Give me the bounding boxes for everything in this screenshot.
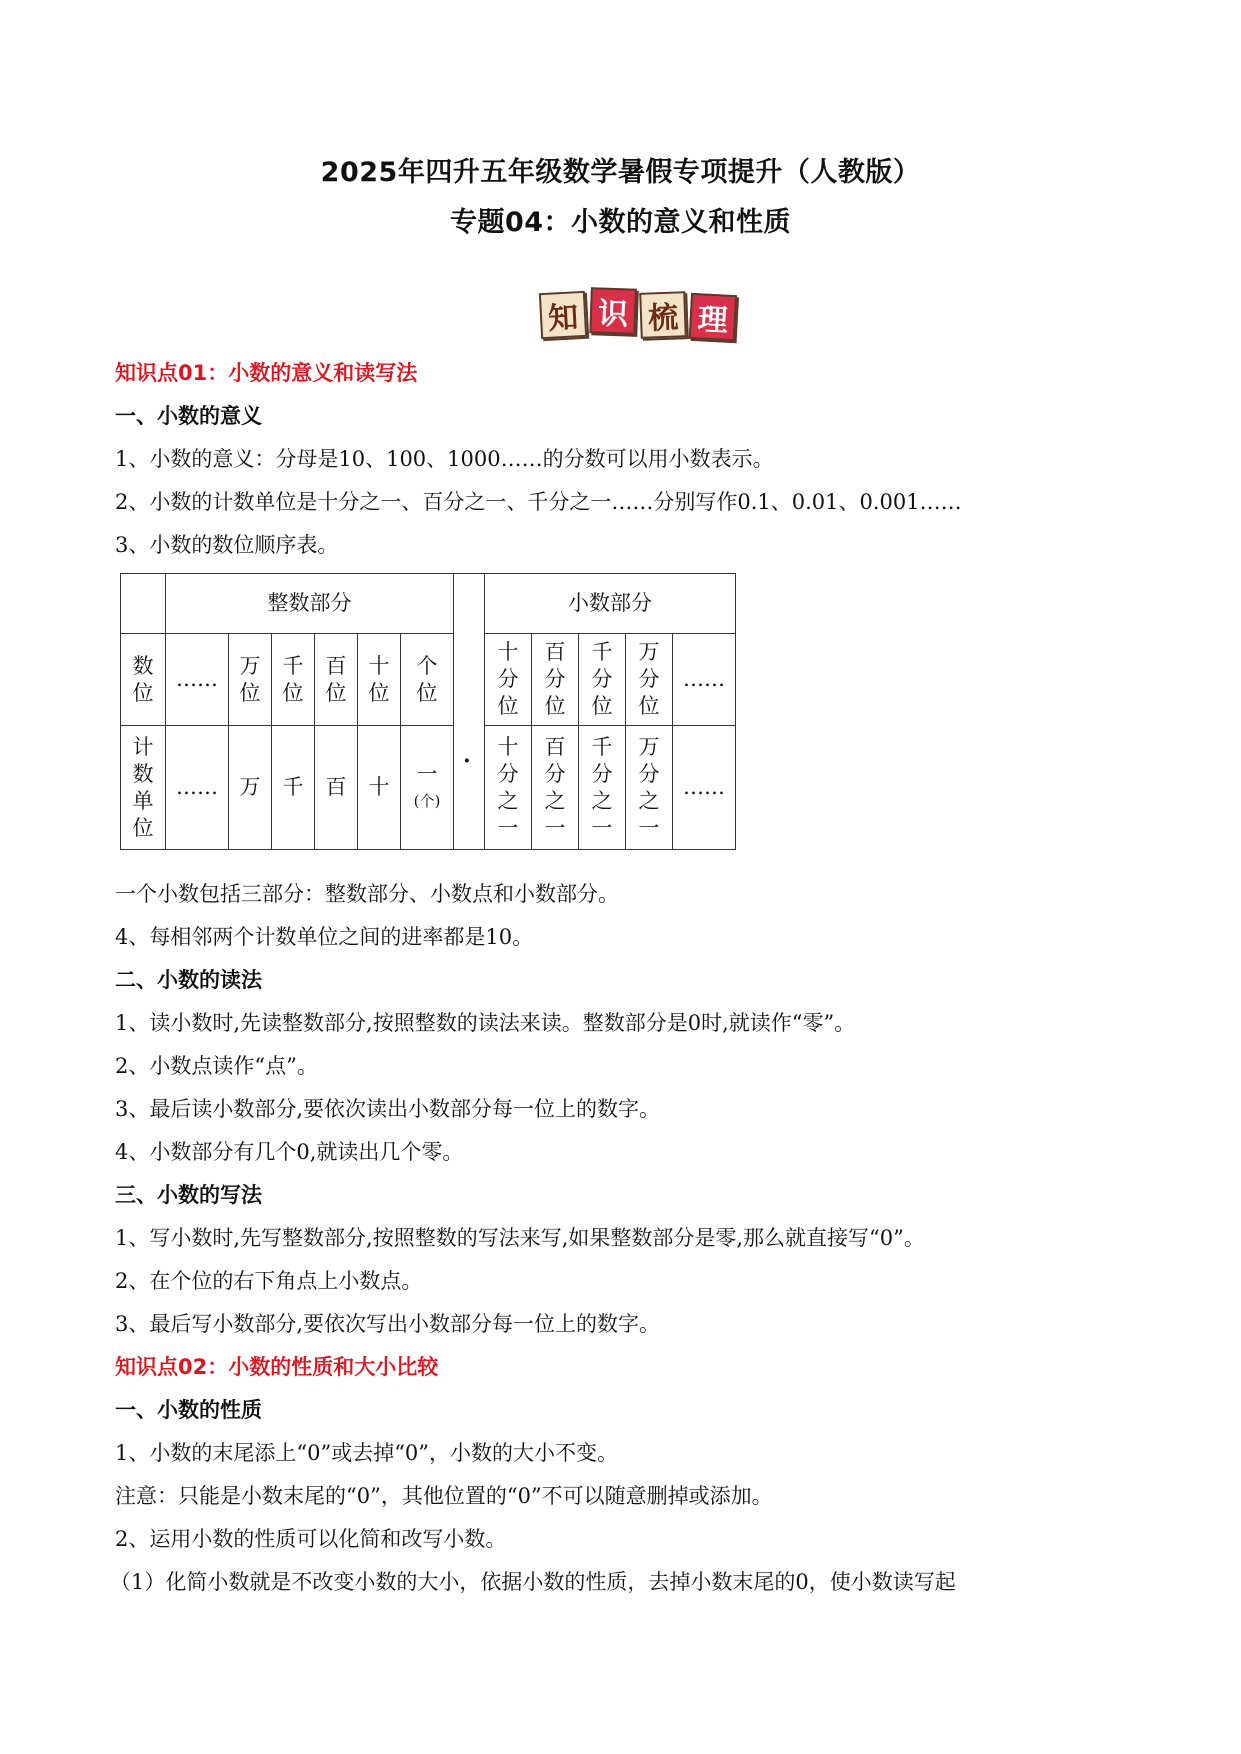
place-thousandths: 千分位: [591, 640, 613, 718]
unit-hundredth: 百分之一: [544, 734, 566, 840]
badge-char: 理: [689, 293, 737, 341]
table-corner-cell: [121, 574, 166, 634]
knowledge-point-2-heading: 知识点02：小数的性质和大小比较: [115, 1355, 439, 1379]
row-label-place: 数位: [132, 653, 154, 705]
paragraph: 注意：只能是小数末尾的“0”，其他位置的“0”不可以随意删掉或添加。: [115, 1484, 773, 1508]
paragraph: 一个小数包括三部分：整数部分、小数点和小数部分。: [115, 882, 619, 906]
paragraph: 1、小数的末尾添上“0”或去掉“0”，小数的大小不变。: [115, 1441, 619, 1465]
unit-one: 一: [416, 761, 438, 786]
unit-shi: 十: [358, 726, 401, 850]
unit-qian: 千: [272, 726, 315, 850]
knowledge-point-1-heading: 知识点01：小数的意义和读写法: [115, 361, 418, 385]
decimal-point-symbol: ·: [463, 748, 471, 774]
badge-char: 梳: [639, 291, 687, 339]
place-qian: 千位: [282, 653, 304, 705]
badge-char: 知: [539, 291, 587, 339]
section-heading: 三、小数的写法: [115, 1183, 262, 1207]
unit-thousandth: 千分之一: [591, 734, 613, 840]
ellipsis-cell: ……: [673, 726, 736, 850]
badge-char: 识: [589, 287, 637, 335]
ellipsis-cell: ……: [673, 634, 736, 726]
unit-bai: 百: [315, 726, 358, 850]
unit-tenth: 十分之一: [497, 734, 519, 840]
paragraph: 2、小数的计数单位是十分之一、百分之一、千分之一……分别写作0.1、0.01、0.001……: [115, 490, 962, 514]
place-hundredths: 百分位: [544, 640, 566, 718]
place-bai: 百位: [325, 653, 347, 705]
integer-part-header: 整数部分: [166, 574, 454, 634]
place-shi: 十位: [368, 653, 390, 705]
row-label-unit: 计数单位: [132, 734, 154, 840]
paragraph: 2、运用小数的性质可以化简和改写小数。: [115, 1527, 507, 1551]
section-heading: 二、小数的读法: [115, 968, 262, 992]
paragraph: （1）化简小数就是不改变小数的大小，依据小数的性质，去掉小数末尾的0，使小数读写起: [110, 1570, 956, 1594]
ellipsis-cell: ……: [166, 726, 229, 850]
paragraph: 4、每相邻两个计数单位之间的进率都是10。: [115, 925, 534, 949]
section-heading: 一、小数的性质: [115, 1398, 262, 1422]
section-heading: 一、小数的意义: [115, 404, 262, 428]
unit-wan: 万: [229, 726, 272, 850]
place-ge: 个位: [416, 653, 438, 705]
place-ten-thousandths: 万分位: [638, 640, 660, 718]
decimal-part-header: 小数部分: [485, 574, 736, 634]
paragraph: 3、最后读小数部分,要依次读出小数部分每一位上的数字。: [115, 1097, 661, 1121]
paragraph: 1、读小数时,先读整数部分,按照整数的读法来读。整数部分是0时,就读作“零”。: [115, 1011, 856, 1035]
paragraph: 3、最后写小数部分,要依次写出小数部分每一位上的数字。: [115, 1312, 661, 1336]
place-tenths: 十分位: [497, 640, 519, 718]
page-title: 2025年四升五年级数学暑假专项提升（人教版）: [320, 157, 921, 188]
paragraph: 3、小数的数位顺序表。: [115, 533, 339, 557]
unit-one-note: (个): [413, 791, 441, 810]
decimal-point-cell: [454, 574, 485, 850]
place-wan: 万位: [239, 653, 261, 705]
paragraph: 1、写小数时,先写整数部分,按照整数的写法来写,如果整数部分是零,那么就直接写“0”。: [115, 1226, 925, 1250]
page-subtitle: 专题04：小数的意义和性质: [449, 207, 792, 238]
paragraph: 1、小数的意义：分母是10、100、1000……的分数可以用小数表示。: [115, 447, 774, 471]
ellipsis-cell: ……: [166, 634, 229, 726]
paragraph: 2、小数点读作“点”。: [115, 1054, 318, 1078]
paragraph: 4、小数部分有几个0,就读出几个零。: [115, 1140, 464, 1164]
decimal-place-value-table: [120, 573, 736, 850]
paragraph: 2、在个位的右下角点上小数点。: [115, 1269, 423, 1293]
unit-ten-thousandth: 万分之一: [638, 734, 660, 840]
knowledge-summary-badge: [540, 292, 740, 344]
